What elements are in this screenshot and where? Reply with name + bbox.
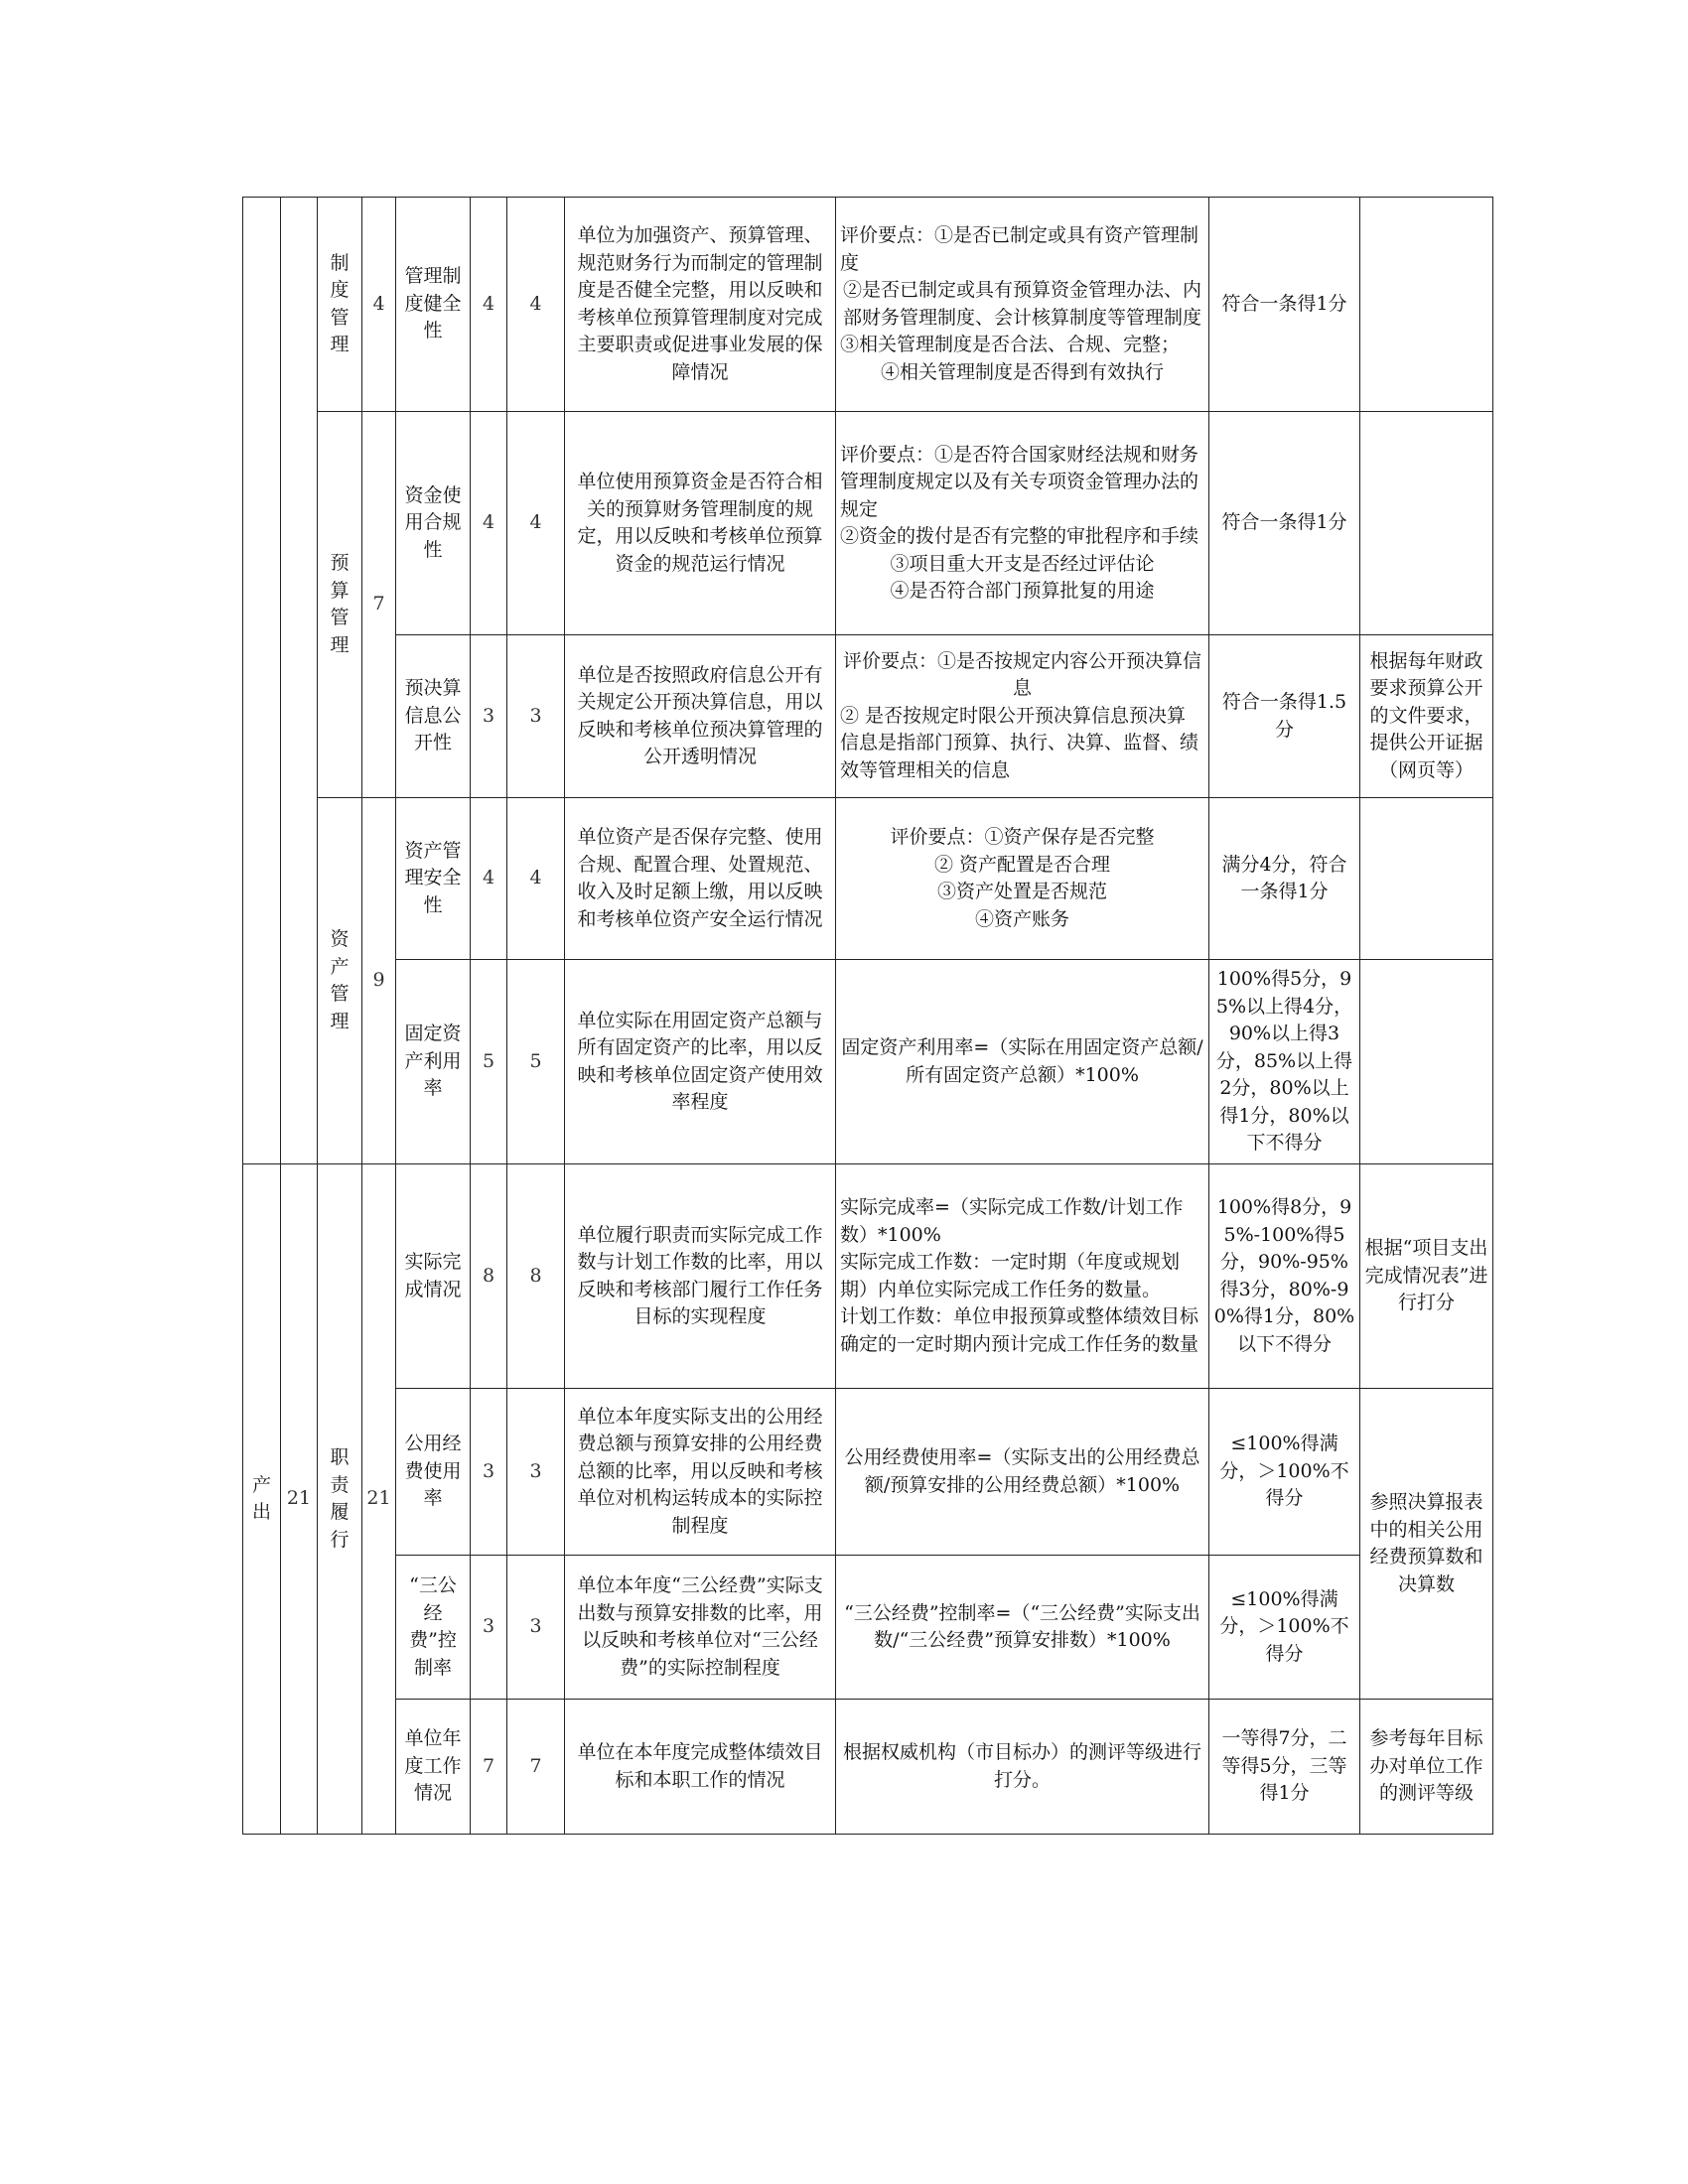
indicator-description: 单位资产是否保存完整、使用合规、配置合理、处置规范、收入及时足额上缴，用以反映和考核单位资产安全运行情况 (565, 798, 836, 960)
level3-indicator: 单位年度工作情况 (396, 1700, 471, 1835)
level1-score-blank (281, 198, 318, 1164)
point-line: 评价要点：①资产保存是否完整 (890, 826, 1155, 848)
level2-score: 4 (362, 198, 396, 412)
scoring-standard: 符合一条得1.5分 (1209, 635, 1360, 798)
table-row (243, 1700, 1493, 1835)
remark-cell (1360, 798, 1493, 960)
indicator-description: 单位是否按照政府信息公开有关规定公开预决算信息，用以反映和考核单位预决算管理的公开透明情况 (565, 635, 836, 798)
level3-indicator: 实际完成情况 (396, 1164, 471, 1389)
point-line: “三公经费”控制率=（“三公经费”实际支出数/“三公经费”预算安排数）*100% (844, 1601, 1200, 1651)
score-cell: 4 (507, 198, 565, 412)
indicator-description: 单位使用预算资金是否符合相关的预算财务管理制度的规定，用以反映和考核单位预算资金的规范运行情况 (565, 412, 836, 635)
indicator-description: 单位本年度实际支出的公用经费总额与预算安排的公用经费总额的比率，用以反映和考核单位对机构运转成本的实际控制程度 (565, 1389, 836, 1556)
remark-cell (1360, 198, 1493, 412)
score-cell: 4 (507, 412, 565, 635)
table-row (243, 198, 1493, 412)
weight-cell: 3 (471, 635, 507, 798)
score-cell: 5 (507, 960, 565, 1164)
scoring-standard: 符合一条得1分 (1209, 412, 1360, 635)
indicator-description: 单位本年度“三公经费”实际支出数与预算安排数的比率，用以反映和考核单位对“三公经费”的实际控制程度 (565, 1556, 836, 1700)
point-line: ④相关管理制度是否得到有效执行 (880, 360, 1164, 383)
level2-score: 7 (362, 412, 396, 798)
point-line: ② 资产配置是否合理 (933, 853, 1111, 876)
evaluation-points (836, 1700, 1209, 1835)
level2-score: 21 (362, 1164, 396, 1835)
level3-indicator: 资产管理安全性 (396, 798, 471, 960)
evaluation-points (836, 1556, 1209, 1700)
score-cell: 7 (507, 1700, 565, 1835)
level1-cell-blank (243, 198, 281, 1164)
level3-indicator: 预决算信息公开性 (396, 635, 471, 798)
point-line: 计划工作数：单位申报预算或整体绩效目标确定的一定时期内预计完成工作任务的数量 (840, 1305, 1199, 1355)
point-line: 根据权威机构（市目标办）的测评等级进行打分。 (842, 1741, 1201, 1791)
evaluation-points (836, 412, 1209, 635)
table-row (243, 412, 1493, 635)
point-line: ②是否已制定或具有预算资金管理办法、内部财务管理制度、会计核算制度等管理制度 (842, 279, 1201, 329)
scoring-standard: 一等得7分，二等得5分，三等得1分 (1209, 1700, 1360, 1835)
point-line: ③资产处置是否规范 (936, 881, 1107, 902)
remark-cell: 参考每年目标办对单位工作的测评等级 (1360, 1700, 1493, 1835)
scoring-standard: ≤100%得满分，＞100%不得分 (1209, 1389, 1360, 1556)
level2-score: 9 (362, 798, 396, 1164)
scoring-standard: 100%得8分，95%-100%得5分，90%-95%得3分，80%-90%得1分，80%以下不得分 (1209, 1164, 1360, 1389)
level3-indicator: 公用经费使用率 (396, 1389, 471, 1556)
scoring-standard: 满分4分，符合一条得1分 (1209, 798, 1360, 960)
evaluation-points (836, 198, 1209, 412)
indicator-description: 单位为加强资产、预算管理、规范财务行为而制定的管理制度是否健全完整，用以反映和考核单位预算管理制度对完成主要职责或促进事业发展的保障情况 (565, 198, 836, 412)
table-row (243, 960, 1493, 1164)
indicator-description: 单位履行职责而实际完成工作数与计划工作数的比率，用以反映和考核部门履行工作任务目标的实现程度 (565, 1164, 836, 1389)
point-line: ②资金的拨付是否有完整的审批程序和手续 (840, 525, 1199, 547)
weight-cell: 3 (471, 1389, 507, 1556)
score-cell: 3 (507, 635, 565, 798)
level3-indicator: 管理制度健全性 (396, 198, 471, 412)
weight-cell: 7 (471, 1700, 507, 1835)
remark-cell: 根据每年财政要求预算公开的文件要求，提供公开证据（网页等） (1360, 635, 1493, 798)
score-cell: 3 (507, 1389, 565, 1556)
point-line: 评价要点：①是否按规定内容公开预决算信息 (842, 649, 1201, 700)
level1-indicator: 产出 (243, 1164, 281, 1835)
weight-cell: 5 (471, 960, 507, 1164)
evaluation-table (242, 197, 1493, 1835)
point-line: ③项目重大开支是否经过评估论 (890, 552, 1155, 575)
level3-indicator: 资金使用合规性 (396, 412, 471, 635)
evaluation-points (836, 635, 1209, 798)
point-line: 公用经费使用率=（实际支出的公用经费总额/预算安排的公用经费总额）*100% (844, 1446, 1200, 1496)
level2-indicator: 资产管理 (318, 798, 362, 1164)
score-cell: 4 (507, 798, 565, 960)
point-line: 评价要点：①是否符合国家财经法规和财务管理制度规定以及有关专项资金管理办法的规定 (840, 443, 1199, 520)
evaluation-points (836, 1164, 1209, 1389)
evaluation-points (836, 960, 1209, 1164)
evaluation-points (836, 1389, 1209, 1556)
level2-indicator: 预算管理 (318, 412, 362, 798)
point-line: 实际完成率=（实际完成工作数/计划工作数）*100% (840, 1196, 1184, 1246)
remark-cell (1360, 412, 1493, 635)
weight-cell: 4 (471, 798, 507, 960)
point-line: ② 是否按规定时限公开预决算信息预决算信息是指部门预算、执行、决算、监督、绩效等管理相关的信息 (840, 704, 1199, 781)
remark-cell: 根据“项目支出完成情况表”进行打分 (1360, 1164, 1493, 1389)
remark-cell (1360, 960, 1493, 1164)
point-line: 评价要点：①是否已制定或具有资产管理制度 (840, 224, 1199, 274)
score-cell: 3 (507, 1556, 565, 1700)
level2-indicator: 职责履行 (318, 1164, 362, 1835)
table-row (243, 1164, 1493, 1389)
level3-indicator: “三公经费”控制率 (396, 1556, 471, 1700)
weight-cell: 3 (471, 1556, 507, 1700)
point-line: ④资产账务 (974, 907, 1069, 930)
remark-cell: 参照决算报表中的相关公用经费预算数和决算数 (1360, 1389, 1493, 1700)
table-row (243, 635, 1493, 798)
point-line: ③相关管理制度是否合法、合规、完整； (840, 334, 1181, 355)
scoring-standard: 100%得5分，95%以上得4分，90%以上得3分，85%以上得2分，80%以上得1分，80%以下不得分 (1209, 960, 1360, 1164)
point-line: 固定资产利用率=（实际在用固定资产总额/所有固定资产总额）*100% (841, 1036, 1203, 1086)
indicator-description: 单位实际在用固定资产总额与所有固定资产的比率，用以反映和考核单位固定资产使用效率程度 (565, 960, 836, 1164)
indicator-description: 单位在本年度完成整体绩效目标和本职工作的情况 (565, 1700, 836, 1835)
table-row (243, 1389, 1493, 1556)
point-line: 实际完成工作数：一定时期（年度或规划期）内单位实际完成工作任务的数量。 (840, 1251, 1181, 1300)
level3-indicator: 固定资产利用率 (396, 960, 471, 1164)
level2-indicator: 制度管理 (318, 198, 362, 412)
weight-cell: 8 (471, 1164, 507, 1389)
weight-cell: 4 (471, 198, 507, 412)
scoring-standard: 符合一条得1分 (1209, 198, 1360, 412)
evaluation-points (836, 798, 1209, 960)
score-cell: 8 (507, 1164, 565, 1389)
table-row (243, 1556, 1493, 1700)
weight-cell: 4 (471, 412, 507, 635)
point-line: ④是否符合部门预算批复的用途 (890, 580, 1155, 602)
table-row (243, 798, 1493, 960)
scoring-standard: ≤100%得满分，＞100%不得分 (1209, 1556, 1360, 1700)
level1-score: 21 (281, 1164, 318, 1835)
